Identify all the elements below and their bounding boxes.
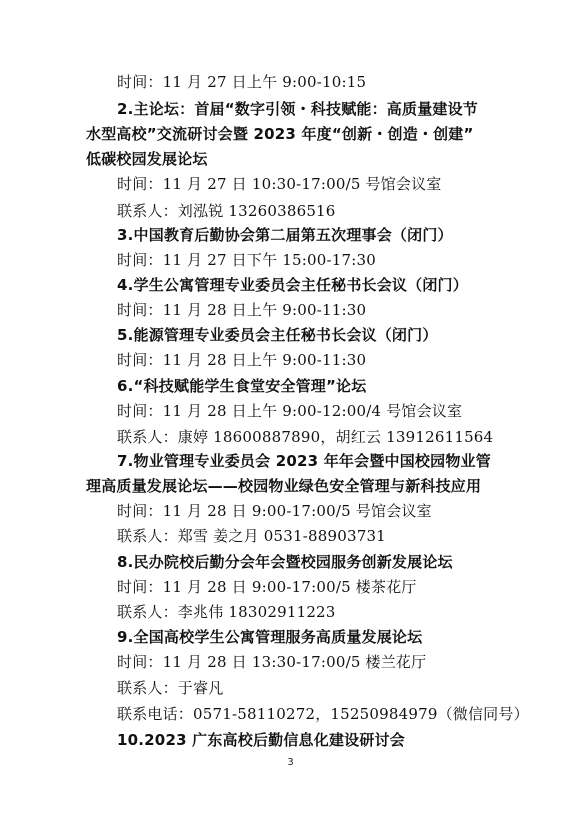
session-10-title: 10.2023 广东高校后勤信息化建设研讨会 [117,731,405,749]
session-1-time: 时间：11 月 27 日上午 9:00-10:15 [117,73,367,91]
session-6-title: 6.“科技赋能学生食堂安全管理”论坛 [117,377,367,395]
session-7-time: 时间：11 月 28 日 9:00-17:00/5 号馆会议室 [117,502,432,520]
session-8-title: 8.民办院校后勤分会年会暨校园服务创新发展论坛 [117,553,453,571]
session-7-title-line-1: 7.物业管理专业委员会 2023 年年会暨中国校园物业管 [117,452,491,470]
session-8-contact: 联系人：李兆伟 18302911223 [117,603,336,621]
session-4-title: 4.学生公寓管理专业委员会主任秘书长会议（闭门） [117,276,468,294]
session-7-title-line-2: 理高质量发展论坛——校园物业绿色安全管理与新科技应用 [86,477,482,495]
session-2-title-line-2: 水型高校”交流研讨会暨 2023 年度“创新・创造・创建” [86,125,474,143]
session-2-time: 时间：11 月 27 日 10:30-17:00/5 号馆会议室 [117,175,442,193]
session-9-contact: 联系人：于睿凡 [117,679,224,697]
page-number: 3 [287,757,294,768]
session-8-time: 时间：11 月 28 日 9:00-17:00/5 楼茶花厅 [117,578,417,596]
session-9-phone: 联系电话：0571-58110272，15250984979（微信同号） [117,705,529,723]
session-6-time: 时间：11 月 28 日上午 9:00-12:00/4 号馆会议室 [117,402,463,420]
session-2-contact: 联系人：刘泓锐 13260386516 [117,202,336,220]
session-5-time: 时间：11 月 28 日上午 9:00-11:30 [117,351,367,369]
session-4-time: 时间：11 月 28 日上午 9:00-11:30 [117,301,367,319]
session-2-title-line-3: 低碳校园发展论坛 [86,150,208,168]
session-9-time: 时间：11 月 28 日 13:30-17:00/5 楼兰花厅 [117,653,427,671]
session-7-contact: 联系人：郑雪 姜之月 0531-88903731 [117,527,386,545]
session-2-title-line-1: 2.主论坛：首届“数字引领・科技赋能：高质量建设节 [117,100,478,118]
session-6-contact: 联系人：康婷 18600887890，胡红云 13912611564 [117,428,494,446]
session-3-time: 时间：11 月 27 日下午 15:00-17:30 [117,251,376,269]
session-3-title: 3.中国教育后勤协会第二届第五次理事会（闭门） [117,226,453,244]
session-9-title: 9.全国高校学生公寓管理服务高质量发展论坛 [117,628,423,646]
session-5-title: 5.能源管理专业委员会主任秘书长会议（闭门） [117,326,438,344]
